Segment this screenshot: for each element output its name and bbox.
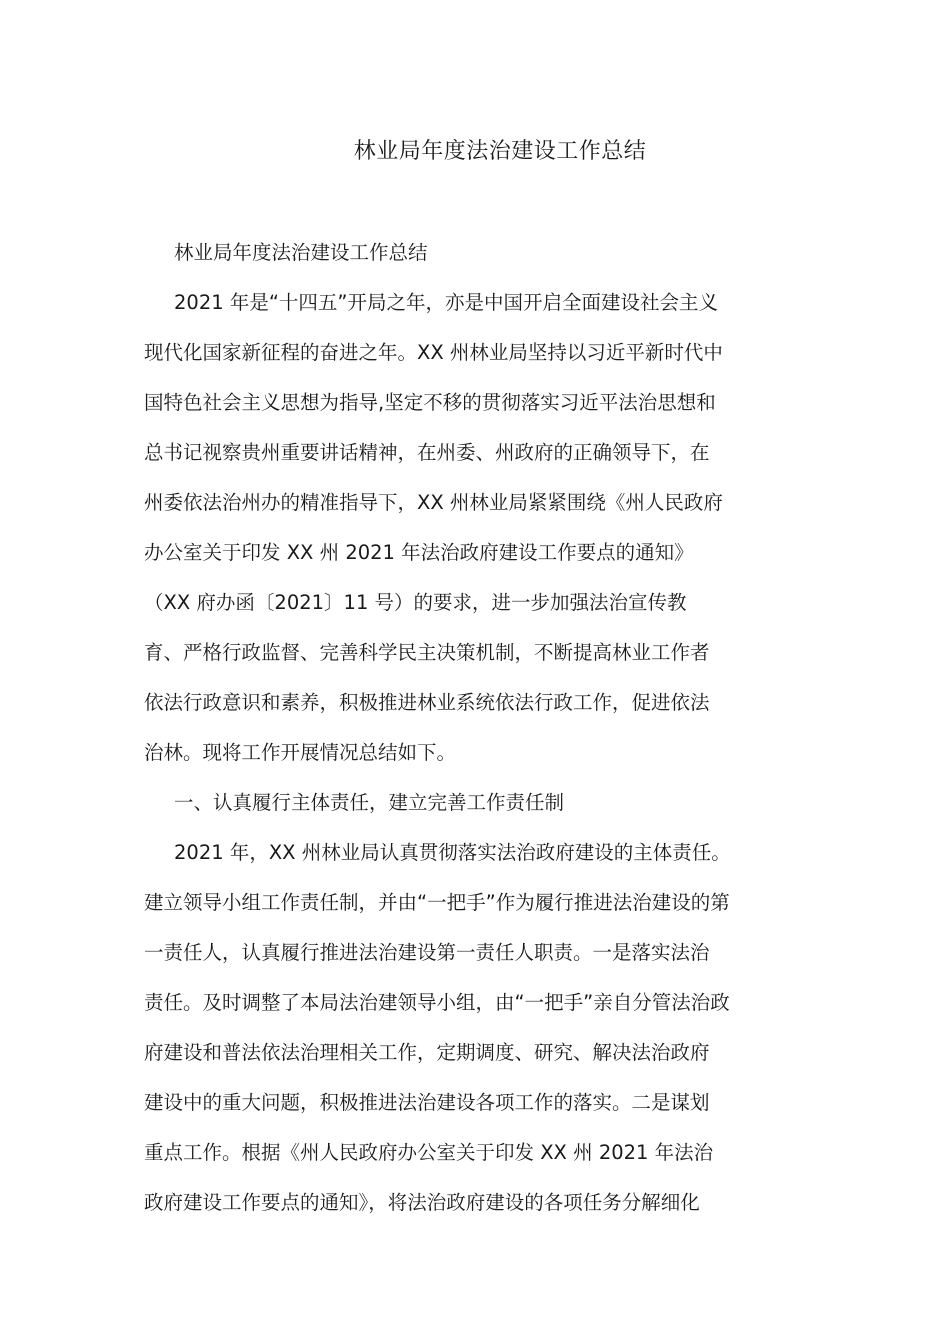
paragraph-line: 育、严格行政监督、完善科学民主决策机制，不断提高林业工作者 (144, 641, 710, 664)
paragraph-line-subtitle: 林业局年度法治建设工作总结 (174, 241, 428, 264)
paragraph-line: 2021 年是“十四五”开局之年，亦是中国开启全面建设社会主义 (174, 291, 719, 314)
paragraph-line: 州委依法治州办的精准指导下，XX 州林业局紧紧围绕《州人民政府 (144, 491, 723, 514)
paragraph-line: 一责任人，认真履行推进法治建设第一责任人职责。一是落实法治 (144, 941, 710, 964)
paragraph-line: 办公室关于印发 XX 州 2021 年法治政府建设工作要点的通知》 (144, 541, 694, 564)
paragraph-line: 国特色社会主义思想为指导,坚定不移的贯彻落实习近平法治思想和 (144, 391, 716, 414)
paragraph-line: 2021 年，XX 州林业局认真贯彻落实法治政府建设的主体责任。 (174, 841, 731, 864)
paragraph-line: 依法行政意识和素养，积极推进林业系统依法行政工作，促进依法 (144, 691, 710, 714)
paragraph-line: 政府建设工作要点的通知》，将法治政府建设的各项任务分解细化 (144, 1191, 700, 1214)
paragraph-line: 总书记视察贵州重要讲话精神，在州委、州政府的正确领导下，在 (144, 441, 710, 464)
paragraph-line: 治林。现将工作开展情况总结如下。 (144, 741, 457, 764)
paragraph-line: （XX 府办函〔2021〕11 号）的要求，进一步加强法治宣传教 (144, 591, 687, 614)
paragraph-line: 重点工作。根据《州人民政府办公室关于印发 XX 州 2021 年法治 (144, 1141, 714, 1164)
paragraph-line: 府建设和普法依法治理相关工作，定期调度、研究、解决法治政府 (144, 1041, 710, 1064)
document-body (144, 228, 808, 1228)
paragraph-line: 现代化国家新征程的奋进之年。XX 州林业局坚持以习近平新时代中 (144, 341, 723, 364)
paragraph-line: 责任。及时调整了本局法治建领导小组，由“一把手”亲自分管法治政 (144, 991, 730, 1014)
document-title: 林业局年度法治建设工作总结 (353, 139, 647, 164)
paragraph-line: 建设中的重大问题，积极推进法治建设各项工作的落实。二是谋划 (144, 1091, 710, 1114)
paragraph-line: 建立领导小组工作责任制，并由“一把手”作为履行推进法治建设的第 (144, 891, 730, 914)
section-heading-1: 一、认真履行主体责任，建立完善工作责任制 (174, 791, 565, 814)
